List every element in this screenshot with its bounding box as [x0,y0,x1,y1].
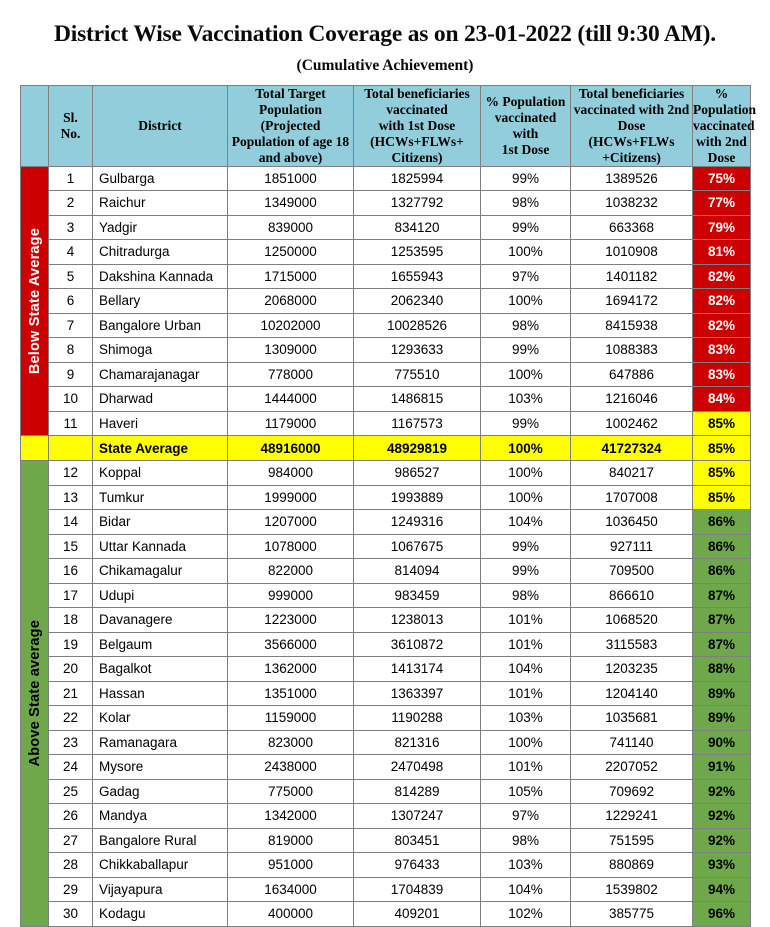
cell-sl-no: 29 [49,877,93,902]
table-header [21,86,757,167]
header-district-line-1: District [138,117,182,133]
table-row [21,510,751,535]
header-dose1-pct-line-3: 1st Dose [501,141,550,157]
cell-dose2-count: 1068520 [571,608,693,633]
cell-district: Tumkur [93,485,228,510]
cell-dose1-pct: 101% [481,632,571,657]
cell-sl-no: 21 [49,681,93,706]
cell-sl-no: 5 [49,264,93,289]
cell-dose1-pct: 104% [481,510,571,535]
cell-target-population: 1159000 [228,706,354,731]
cell-dose2-pct: 79% [693,215,751,240]
cell-dose1-pct: 98% [481,583,571,608]
cell-dose2-pct: 86% [693,510,751,535]
cell-dose2-count: 751595 [571,828,693,853]
cell-dose2-count: 1539802 [571,877,693,902]
cell-dose1-pct: 101% [481,681,571,706]
cell-dose1-pct: 103% [481,706,571,731]
cell-dose2-count: 8415938 [571,313,693,338]
header-sl-no-line-2: No. [60,125,81,141]
cell-district: Shimoga [93,338,228,363]
cell-dose2-count: 1035681 [571,706,693,731]
cell-dose2-pct: 92% [693,828,751,853]
cell-target-population: 1715000 [228,264,354,289]
cell-dose1-count: 775510 [354,362,481,387]
cell-dose1-count: 1238013 [354,608,481,633]
cell-dose1-count: 1825994 [354,166,481,191]
cell-district: Davanagere [93,608,228,633]
cell-dose2-pct: 83% [693,362,751,387]
cell-district: Gadag [93,779,228,804]
cell-target-population: 2068000 [228,289,354,314]
cell-sl-no: 18 [49,608,93,633]
header-dose1-count-line-5: Citizens) [391,149,443,165]
cell-dose2-pct: 82% [693,313,751,338]
cell-sl-no: 11 [49,411,93,436]
cell-dose2-pct: 93% [693,853,751,878]
cell-dose2-pct: 83% [693,338,751,363]
cell-target-population: 1250000 [228,240,354,265]
cell-dose2-count: 1088383 [571,338,693,363]
cell-sl-no: 30 [49,902,93,927]
cell-sl-no [49,436,93,461]
table-row [21,583,751,608]
cell-dose2-pct: 92% [693,779,751,804]
cell-dose2-count: 1707008 [571,485,693,510]
cell-dose1-count: 1190288 [354,706,481,731]
cell-dose1-pct: 100% [481,436,571,461]
header-dose1-count-line-4: (HCWs+FLWs+ [370,133,464,149]
table-row [21,313,751,338]
cell-target-population: 1207000 [228,510,354,535]
cell-district: Chitradurga [93,240,228,265]
cell-sl-no: 15 [49,534,93,559]
table-row [21,240,751,265]
cell-target-population: 1349000 [228,191,354,216]
cell-dose2-count: 1002462 [571,411,693,436]
cell-district: Haveri [93,411,228,436]
cell-dose2-pct: 87% [693,608,751,633]
cell-dose2-count: 663368 [571,215,693,240]
cell-dose1-count: 1486815 [354,387,481,412]
cell-district: Uttar Kannada [93,534,228,559]
cell-dose1-pct: 98% [481,191,571,216]
cell-sl-no: 1 [49,166,93,191]
header-row [21,86,751,167]
header-dose1-pct-line-2: vaccinated with [494,109,557,141]
title-block [0,0,770,75]
cell-target-population: 819000 [228,828,354,853]
cell-dose1-count: 48929819 [354,436,481,461]
cell-dose1-count: 1293633 [354,338,481,363]
table-row [21,534,751,559]
cell-dose1-pct: 97% [481,804,571,829]
header-dose2-count-line-1: Total beneficiaries [578,86,685,101]
state-average-row [21,436,751,461]
cell-dose2-count: 927111 [571,534,693,559]
cell-target-population: 778000 [228,362,354,387]
cell-target-population: 1179000 [228,411,354,436]
header-target-population-line-3: (Projected [260,117,321,133]
cell-dose1-count: 803451 [354,828,481,853]
band-cell-state-average [21,436,49,461]
cell-dose1-count: 409201 [354,902,481,927]
cell-dose1-pct: 98% [481,313,571,338]
table-row [21,779,751,804]
cell-dose1-pct: 100% [481,485,571,510]
cell-dose1-count: 821316 [354,730,481,755]
cell-dose1-count: 1363397 [354,681,481,706]
cell-sl-no: 12 [49,461,93,486]
cell-dose2-pct: 82% [693,289,751,314]
cell-dose2-pct: 90% [693,730,751,755]
cell-dose2-pct: 85% [693,411,751,436]
cell-dose1-pct: 101% [481,755,571,780]
table-row [21,485,751,510]
header-target-population-line-1: Total Target [255,86,326,101]
cell-dose2-count: 1038232 [571,191,693,216]
vaccination-table [20,85,757,927]
header-district [93,86,228,167]
cell-sl-no: 14 [49,510,93,535]
cell-dose1-count: 983459 [354,583,481,608]
cell-sl-no: 26 [49,804,93,829]
cell-sl-no: 17 [49,583,93,608]
cell-dose1-pct: 105% [481,779,571,804]
cell-sl-no: 13 [49,485,93,510]
cell-district: State Average [93,436,228,461]
table-row [21,877,751,902]
cell-district: Raichur [93,191,228,216]
page-title: District Wise Vaccination Coverage as on 23-01-2022 (till 9:30 AM). [54,21,716,47]
cell-sl-no: 24 [49,755,93,780]
cell-dose2-count: 1203235 [571,657,693,682]
cell-dose2-count: 1010908 [571,240,693,265]
vaccination-table-wrapper [20,85,757,927]
cell-target-population: 3566000 [228,632,354,657]
cell-dose1-pct: 101% [481,608,571,633]
header-dose2-count-line-4: (HCWs+FLWs [588,133,675,149]
cell-dose1-count: 10028526 [354,313,481,338]
cell-district: Bidar [93,510,228,535]
cell-dose2-pct: 85% [693,436,751,461]
cell-dose2-count: 1216046 [571,387,693,412]
header-dose2-pct-line-1: % Population [693,86,757,117]
cell-dose1-count: 1655943 [354,264,481,289]
cell-dose2-count: 1229241 [571,804,693,829]
cell-sl-no: 6 [49,289,93,314]
cell-sl-no: 3 [49,215,93,240]
cell-district: Hassan [93,681,228,706]
cell-sl-no: 25 [49,779,93,804]
band-label-below-state-average [21,166,49,436]
cell-target-population: 1309000 [228,338,354,363]
cell-dose2-pct: 84% [693,387,751,412]
cell-target-population: 984000 [228,461,354,486]
cell-target-population: 1342000 [228,804,354,829]
cell-dose1-count: 1413174 [354,657,481,682]
table-row [21,853,751,878]
cell-dose1-count: 2062340 [354,289,481,314]
cell-dose2-count: 741140 [571,730,693,755]
cell-target-population: 2438000 [228,755,354,780]
table-row [21,828,751,853]
cell-district: Vijayapura [93,877,228,902]
table-row [21,191,751,216]
table-row [21,461,751,486]
cell-dose2-pct: 77% [693,191,751,216]
cell-district: Belgaum [93,632,228,657]
cell-sl-no: 19 [49,632,93,657]
cell-target-population: 951000 [228,853,354,878]
table-row [21,559,751,584]
cell-target-population: 999000 [228,583,354,608]
cell-dose1-pct: 103% [481,387,571,412]
cell-district: Chamarajanagar [93,362,228,387]
cell-dose2-count: 647886 [571,362,693,387]
cell-dose2-count: 866610 [571,583,693,608]
cell-dose1-pct: 100% [481,461,571,486]
cell-dose1-pct: 104% [481,877,571,902]
table-row [21,289,751,314]
cell-sl-no: 28 [49,853,93,878]
header-dose1-pct [481,86,571,167]
cell-district: Dharwad [93,387,228,412]
cell-dose2-pct: 89% [693,706,751,731]
header-target-population-line-2: Population [258,101,323,117]
cell-district: Mandya [93,804,228,829]
cell-target-population: 1999000 [228,485,354,510]
cell-dose2-pct: 86% [693,559,751,584]
cell-dose2-pct: 87% [693,632,751,657]
cell-dose1-count: 2470498 [354,755,481,780]
cell-dose1-pct: 99% [481,534,571,559]
cell-district: Ramanagara [93,730,228,755]
table-row [21,411,751,436]
cell-district: Koppal [93,461,228,486]
cell-district: Dakshina Kannada [93,264,228,289]
cell-target-population: 823000 [228,730,354,755]
cell-dose1-pct: 99% [481,559,571,584]
cell-dose1-count: 976433 [354,853,481,878]
cell-dose2-count: 1389526 [571,166,693,191]
cell-dose2-pct: 85% [693,485,751,510]
table-row [21,215,751,240]
cell-sl-no: 16 [49,559,93,584]
cell-target-population: 775000 [228,779,354,804]
table-row [21,387,751,412]
header-band-spacer [21,86,49,167]
cell-dose1-pct: 99% [481,166,571,191]
header-dose1-count-line-3: with 1st Dose [378,117,456,133]
cell-dose1-count: 814094 [354,559,481,584]
cell-sl-no: 2 [49,191,93,216]
cell-dose1-count: 986527 [354,461,481,486]
cell-dose2-count: 1694172 [571,289,693,314]
cell-dose1-count: 3610872 [354,632,481,657]
header-dose1-count-line-2: vaccinated [386,101,448,117]
table-row [21,804,751,829]
cell-dose2-pct: 85% [693,461,751,486]
cell-sl-no: 22 [49,706,93,731]
table-row [21,362,751,387]
table-row [21,902,751,927]
cell-dose2-count: 385775 [571,902,693,927]
cell-dose1-pct: 99% [481,338,571,363]
cell-dose2-pct: 82% [693,264,751,289]
cell-district: Chikamagalur [93,559,228,584]
table-row [21,730,751,755]
header-sl-no-line-1: Sl. [63,109,78,125]
cell-dose2-pct: 94% [693,877,751,902]
header-dose2-pct [693,86,757,167]
cell-target-population: 1362000 [228,657,354,682]
cell-sl-no: 9 [49,362,93,387]
cell-dose1-count: 1067675 [354,534,481,559]
header-sl-no [49,86,93,167]
header-dose1-count-line-1: Total beneficiaries [364,86,470,101]
cell-target-population: 1351000 [228,681,354,706]
cell-district: Kodagu [93,902,228,927]
table-row [21,264,751,289]
cell-dose2-pct: 92% [693,804,751,829]
table-row [21,166,751,191]
cell-dose1-pct: 100% [481,289,571,314]
cell-dose1-pct: 100% [481,730,571,755]
table-row [21,338,751,363]
table-row [21,755,751,780]
cell-district: Bellary [93,289,228,314]
header-dose2-pct-line-3: with 2nd Dose [696,133,747,165]
cell-dose2-pct: 87% [693,583,751,608]
cell-sl-no: 4 [49,240,93,265]
cell-dose2-count: 1204140 [571,681,693,706]
table-body [21,166,751,926]
cell-dose1-pct: 99% [481,411,571,436]
cell-district: Bangalore Rural [93,828,228,853]
cell-dose2-count: 3115583 [571,632,693,657]
cell-sl-no: 27 [49,828,93,853]
cell-dose1-pct: 102% [481,902,571,927]
header-dose2-count [571,86,693,167]
band-label-above-state-average [21,461,49,927]
cell-dose1-pct: 100% [481,240,571,265]
cell-dose1-count: 1704839 [354,877,481,902]
cell-dose1-pct: 97% [481,264,571,289]
cell-sl-no: 8 [49,338,93,363]
cell-dose1-count: 1307247 [354,804,481,829]
cell-dose2-count: 840217 [571,461,693,486]
cell-sl-no: 7 [49,313,93,338]
cell-target-population: 1851000 [228,166,354,191]
cell-dose1-pct: 99% [481,215,571,240]
cell-dose1-count: 1167573 [354,411,481,436]
header-dose1-pct-line-1: % Population [485,93,566,109]
table-row [21,632,751,657]
cell-dose2-count: 709692 [571,779,693,804]
cell-dose1-count: 814289 [354,779,481,804]
table-row [21,706,751,731]
cell-target-population: 1634000 [228,877,354,902]
table-row [21,681,751,706]
cell-district: Bagalkot [93,657,228,682]
cell-district: Bangalore Urban [93,313,228,338]
cell-dose1-pct: 104% [481,657,571,682]
cell-district: Mysore [93,755,228,780]
cell-dose1-count: 834120 [354,215,481,240]
header-dose2-pct-line-2: vaccinated [693,117,755,133]
cell-district: Gulbarga [93,166,228,191]
header-target-population [228,86,354,167]
cell-dose2-pct: 91% [693,755,751,780]
cell-dose2-pct: 75% [693,166,751,191]
cell-dose1-count: 1249316 [354,510,481,535]
cell-sl-no: 20 [49,657,93,682]
cell-target-population: 822000 [228,559,354,584]
cell-dose1-pct: 100% [481,362,571,387]
cell-district: Chikkaballapur [93,853,228,878]
band-label-text: Above State average [26,620,43,767]
cell-dose1-count: 1993889 [354,485,481,510]
cell-district: Kolar [93,706,228,731]
cell-dose2-count: 2207052 [571,755,693,780]
cell-dose1-count: 1327792 [354,191,481,216]
cell-dose2-count: 1401182 [571,264,693,289]
cell-dose1-pct: 103% [481,853,571,878]
cell-target-population: 839000 [228,215,354,240]
cell-sl-no: 23 [49,730,93,755]
cell-dose1-count: 1253595 [354,240,481,265]
cell-dose2-count: 880869 [571,853,693,878]
cell-dose2-pct: 86% [693,534,751,559]
header-target-population-line-4: Population of age 18 [231,133,350,149]
cell-dose2-count: 709500 [571,559,693,584]
table-row [21,608,751,633]
band-label-text: Below State Average [26,227,43,374]
cell-dose2-count: 41727324 [571,436,693,461]
header-dose2-count-line-2: vaccinated with 2nd [573,101,690,117]
header-dose2-count-line-3: Dose [617,117,646,133]
cell-sl-no: 10 [49,387,93,412]
table-row [21,657,751,682]
cell-dose1-pct: 98% [481,828,571,853]
header-dose2-count-line-5: +Citizens) [602,149,661,165]
cell-target-population: 400000 [228,902,354,927]
cell-dose2-pct: 89% [693,681,751,706]
cell-target-population: 1078000 [228,534,354,559]
cell-dose2-pct: 96% [693,902,751,927]
cell-target-population: 1444000 [228,387,354,412]
cell-dose2-count: 1036450 [571,510,693,535]
cell-target-population: 1223000 [228,608,354,633]
cell-dose2-pct: 88% [693,657,751,682]
header-target-population-line-5: and above) [258,149,323,165]
page-subtitle: (Cumulative Achievement) [296,56,474,74]
cell-target-population: 10202000 [228,313,354,338]
cell-target-population: 48916000 [228,436,354,461]
header-dose1-count [354,86,481,167]
cell-district: Udupi [93,583,228,608]
cell-dose2-pct: 81% [693,240,751,265]
cell-district: Yadgir [93,215,228,240]
